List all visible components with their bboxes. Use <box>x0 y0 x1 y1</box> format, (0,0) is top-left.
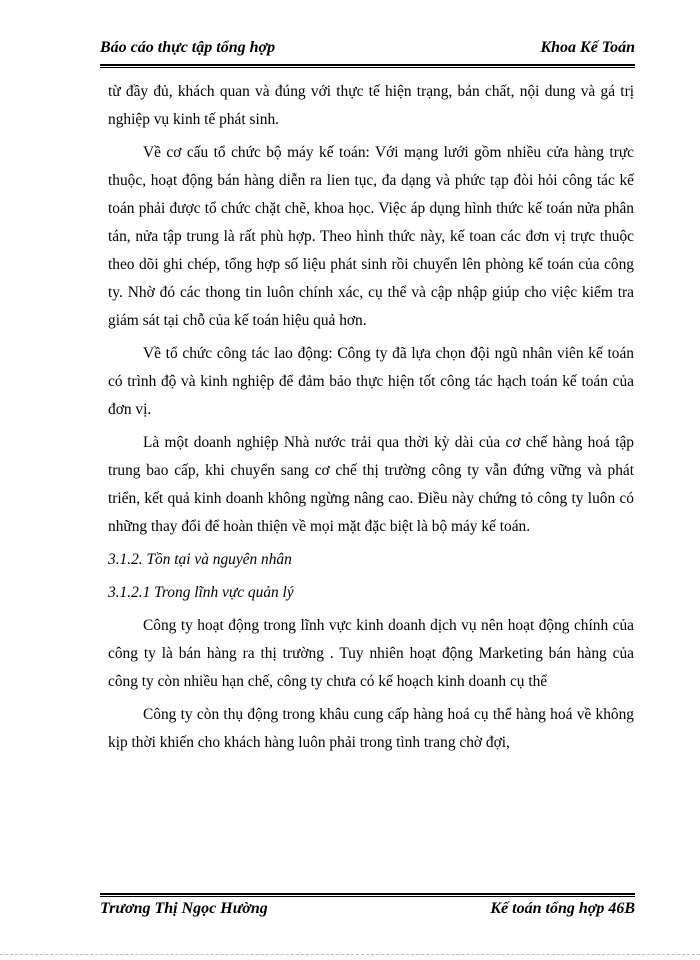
paragraph-labor-organization: Về tổ chức công tác lao động: Công ty đã lựa chọn đội ngũ nhân viên kế toán có trình độ và kinh nghiệp để đảm bảo thực hiện tốt công tác hạch toán kế toán của đơn vị. <box>108 345 634 418</box>
section-heading-3-1-2-1: 3.1.2.1 Trong lĩnh vực quản lý <box>108 584 294 601</box>
paragraph-supply-passivity: Công ty còn thụ động trong khâu cung cấp hàng hoá cụ thể hàng hoá về không kịp thời khiến cho khách hàng luôn phải trong tình trang chờ đợi, <box>108 706 634 751</box>
header-department: Khoa Kế Toán <box>540 39 635 56</box>
page-footer <box>100 900 635 924</box>
page-body <box>108 78 634 762</box>
footer-author: Trương Thị Ngọc Hường <box>100 900 268 917</box>
section-heading-3-1-2: 3.1.2. Tồn tại và nguyên nhân <box>108 551 292 568</box>
footer-rule <box>100 893 635 898</box>
footer-class: Kế toán tổng hợp 46B <box>490 900 635 917</box>
paragraph-continuation: từ đầy đủ, khách quan và đúng với thực tế hiện trạng, bản chất, nội dung và gá trị nghiệp vụ kinh tế phát sinh. <box>108 83 634 128</box>
page-break-line <box>0 954 700 955</box>
paragraph-accounting-structure: Về cơ cấu tổ chức bộ máy kế toán: Với mạng lưới gồm nhiều cửa hàng trực thuộc, hoạt động bán hàng diễn ra lien tục, đa dạng và phức tạp đòi hỏi công tác kế toán phải được tổ chức chặt chẽ, khoa học. Việc áp dụng hình thức kế toán nửa phân tán, nửa tập trung là rất phù hợp. Theo hình thức này, kế toan các đơn vị trực thuộc theo dõi ghi chép, tổng hợp số liệu phát sinh rồi chuyển lên phòng kế toán của công ty. Nhờ đó các thong tin luôn chính xác, cụ thể và cập nhập giúp cho việc kiểm tra giám sát tại chỗ của kế toán hiệu quả hơn. <box>108 144 634 329</box>
header-rule <box>100 64 635 69</box>
page-header <box>100 39 635 63</box>
paragraph-business-activity: Công ty hoạt động trong lĩnh vực kinh doanh dịch vụ nên hoạt động chính của công ty là bán hàng ra thị trường . Tuy nhiên hoạt động Marketing bán hàng của công ty còn nhiều hạn chế, công ty chưa có kế hoạch kinh doanh cụ thể <box>108 617 634 690</box>
paragraph-state-enterprise: Là một doanh nghiệp Nhà nước trải qua thời kỳ dài của cơ chế hàng hoá tập trung bao cấp, khi chuyển sang cơ chế thị trường công ty vẫn đứng vững và phát triển, kết quả kinh doanh không ngừng nâng cao. Điều này chứng tỏ công ty luôn có những thay đổi để hoàn thiện về mọi mặt đặc biệt là bộ máy kế toán. <box>108 434 634 535</box>
header-report-title: Báo cáo thực tập tổng hợp <box>100 39 276 56</box>
